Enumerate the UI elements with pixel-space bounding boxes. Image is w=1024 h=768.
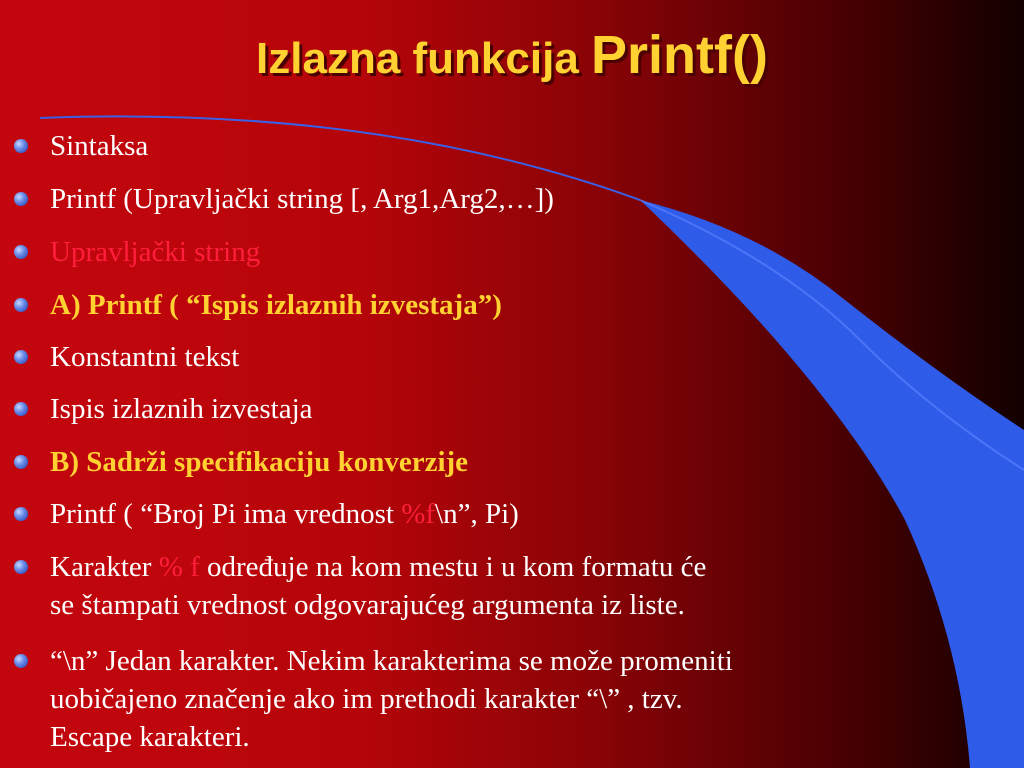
format-specifier: %f: [401, 498, 436, 530]
list-item: [50, 642, 1000, 756]
item-line: [50, 548, 1000, 586]
list-item: [50, 180, 1000, 218]
bullet-icon: [14, 654, 28, 668]
list-item: [50, 548, 1000, 624]
item-text-pre: Printf ( “Broj Pi ima vrednost: [50, 498, 402, 530]
item-line: Escape karakteri.: [50, 721, 250, 753]
bullet-icon: [14, 560, 28, 574]
item-text: Sintaksa: [50, 130, 149, 162]
list-item: [50, 390, 1000, 428]
bullet-icon: [14, 455, 28, 469]
item-text: Konstantni tekst: [50, 341, 240, 373]
item-text-post: \n”, Pi): [435, 498, 519, 530]
item-text-post: određuje na kom mestu i u kom formatu će: [199, 551, 707, 583]
item-line: se štampati vrednost odgovarajućeg argumenta iz liste.: [50, 589, 685, 621]
list-item: [50, 286, 1000, 324]
item-text: Ispis izlaznih izvestaja: [50, 393, 313, 425]
list-item: [50, 443, 1000, 481]
title-printf: Printf(): [591, 25, 768, 85]
bullet-icon: [14, 507, 28, 521]
item-text: A) Printf ( “Ispis izlaznih izvestaja”): [50, 289, 502, 321]
bullet-icon: [14, 350, 28, 364]
bullet-icon: [14, 139, 28, 153]
format-specifier: % f: [158, 551, 200, 583]
item-line: uobičajeno značenje ako im prethodi karakter “\” , tzv.: [50, 683, 683, 715]
item-text: Upravljački string: [50, 236, 261, 268]
slide-title: [0, 24, 1024, 86]
item-text: B) Sadrži specifikaciju konverzije: [50, 446, 469, 478]
bullet-icon: [14, 402, 28, 416]
list-item: [50, 233, 1000, 271]
bullet-icon: [14, 298, 28, 312]
item-text: Printf (Upravljački string [, Arg1,Arg2,…]): [50, 183, 554, 215]
list-item: [50, 127, 1000, 165]
bullet-icon: [14, 245, 28, 259]
bullet-icon: [14, 192, 28, 206]
list-item: [50, 338, 1000, 376]
item-line: “\n” Jedan karakter. Nekim karakterima se može promeniti: [50, 645, 733, 677]
list-item: [50, 495, 1000, 533]
title-text: Izlazna funkcija: [256, 34, 592, 83]
item-text-pre: Karakter: [50, 551, 159, 583]
